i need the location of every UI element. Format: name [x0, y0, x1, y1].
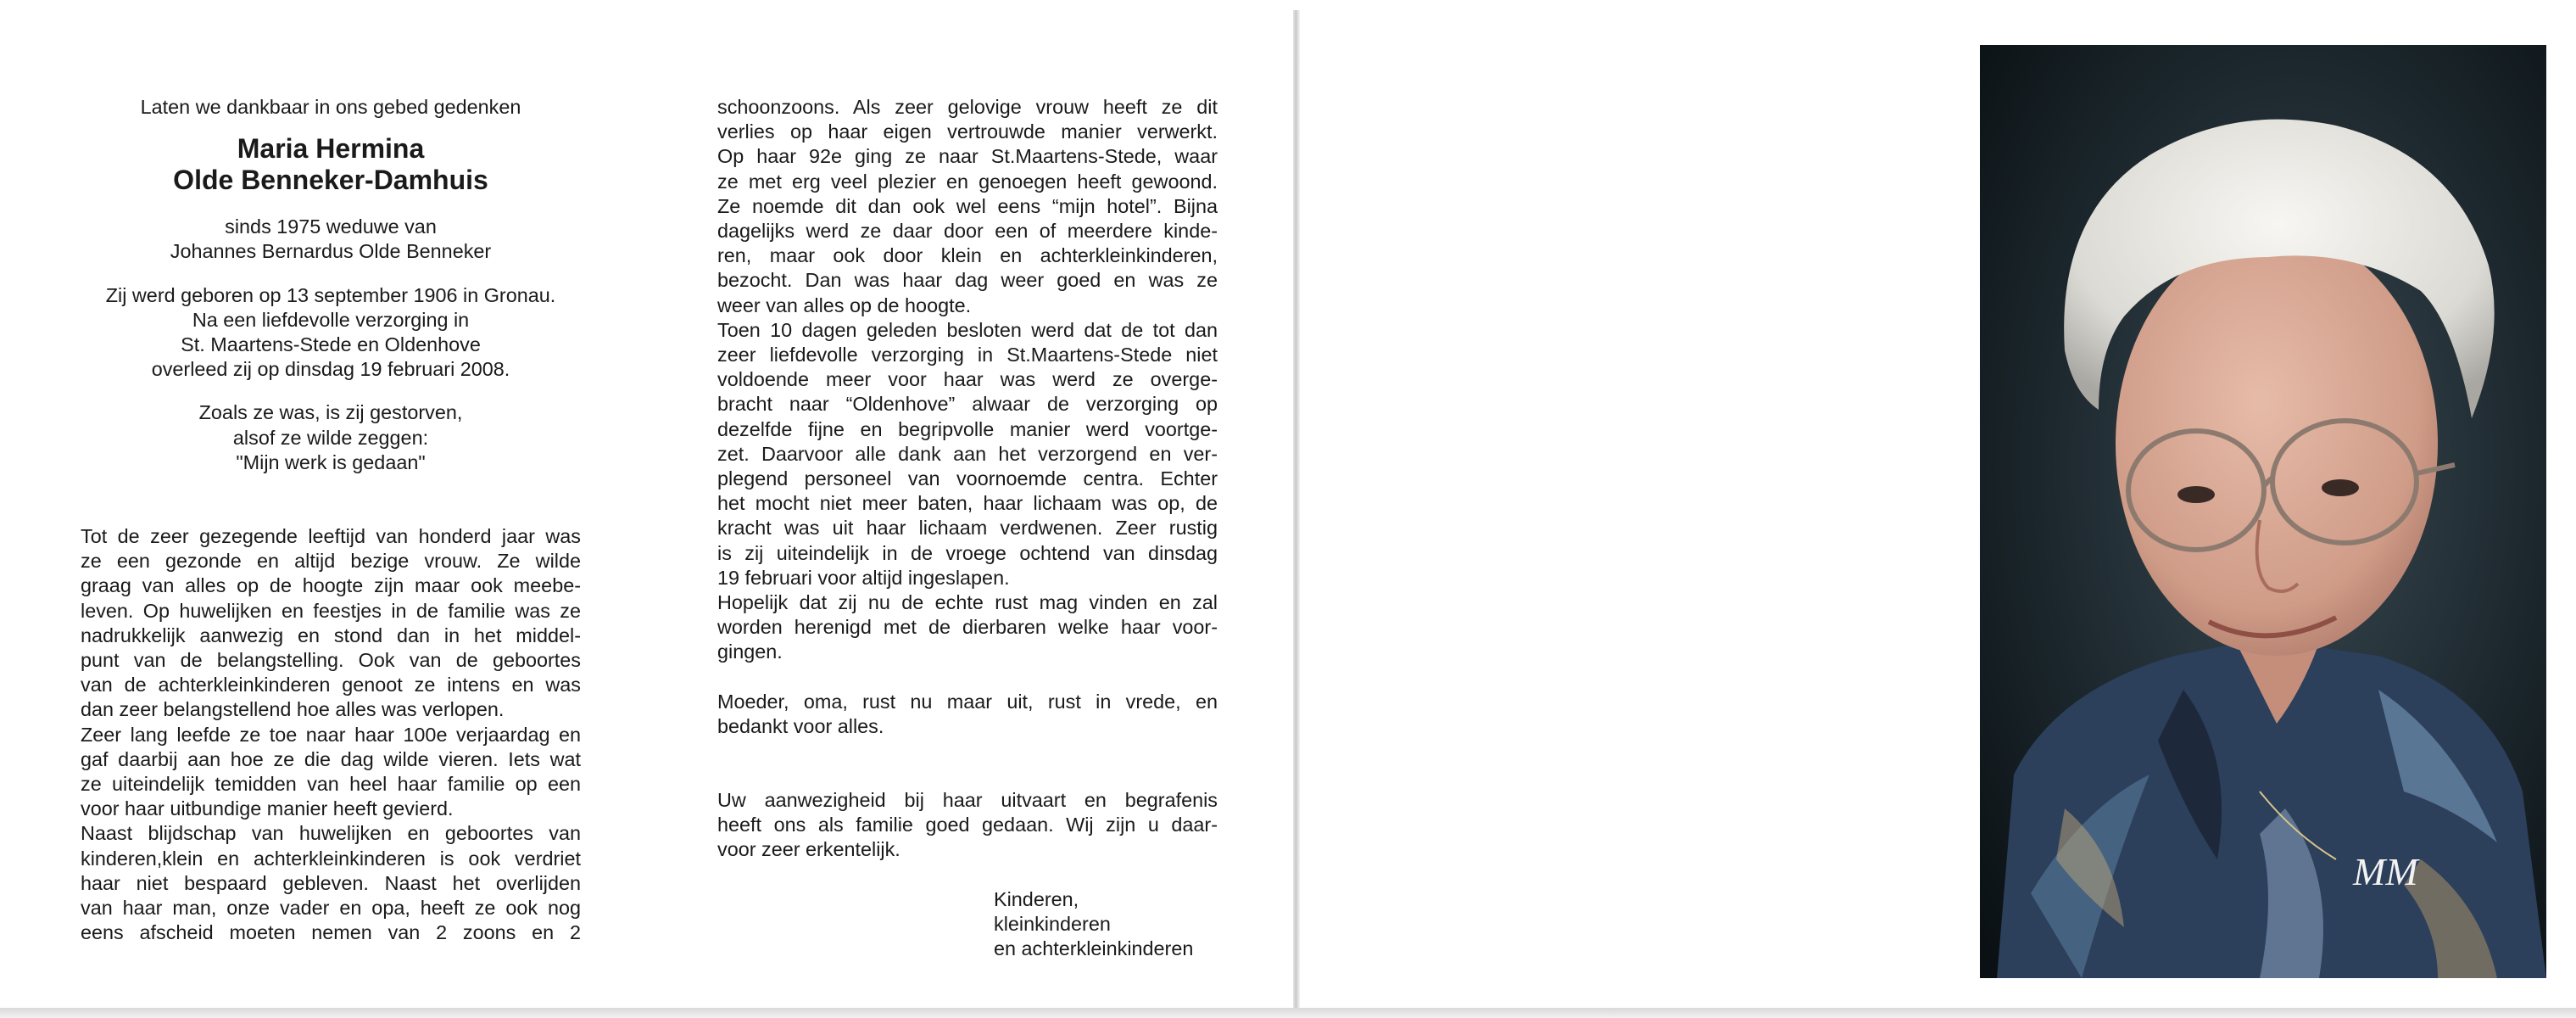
farewell-text: [717, 690, 1218, 739]
bio-line: ze met erg veel plezier en genoegen heeft gewoond.: [717, 170, 1218, 193]
opening-line: Laten we dankbaar in ons gebed gedenken: [140, 96, 521, 118]
bio-line: leven. Op huwelijken en feestjes in de familie was ze: [81, 599, 581, 622]
quote-line: "Mijn werk is gedaan": [236, 450, 426, 473]
widow-line: sinds 1975 weduwe van: [225, 215, 437, 238]
bio-line: bracht naar “Oldenhove” alwaar de verzorging op: [717, 393, 1218, 416]
bio-line: haar niet bespaard gebleven. Naast het overlijden: [81, 871, 581, 894]
facts-line: overleed zij op dinsdag 19 februari 2008.: [151, 358, 510, 381]
paragraph-gap: [717, 739, 1218, 788]
bio-line: verlies op haar eigen vertrouwde manier verwerkt.: [717, 120, 1218, 143]
bio-line: Zeer lang leefde ze toe naar haar 100e verjaardag en: [81, 723, 581, 746]
photo-page: [1300, 10, 2562, 1010]
bio-line: ren, maar ook door klein en achterkleinkinderen,: [717, 244, 1218, 267]
thanks-line: Uw aanwezigheid bij haar uitvaart en begrafenis: [717, 789, 1218, 812]
bio-line: worden herenigd met de dierbaren welke haar voor-: [717, 616, 1218, 639]
widow-line: Johannes Bernardus Olde Benneker: [170, 240, 492, 263]
memorial-quote: [81, 400, 581, 475]
card-bottom-edge: [0, 1008, 2576, 1018]
bio-line: van haar man, onze vader en opa, heeft ze ook nog: [81, 897, 581, 920]
bio-line: weer van alles op de hoogte.: [717, 294, 972, 316]
farewell-line: Moeder, oma, rust nu maar uit, rust in vrede, en: [717, 690, 1218, 713]
thanks-line: heeft ons als familie goed gedaan. Wij zijn u daar-: [717, 814, 1218, 836]
memorial-card: [10, 10, 2562, 1010]
portrait-photo: [1980, 45, 2546, 978]
inside-text-page: [10, 10, 1293, 1010]
facts-line: Na een liefdevolle verzorging in: [192, 308, 470, 331]
bio-line: punt van de belangstelling. Ook van de geboortes: [81, 649, 581, 672]
signoff-line: en achterkleinkinderen: [994, 937, 1194, 960]
bio-line: bezocht. Dan was haar dag weer goed en was ze: [717, 269, 1218, 292]
portrait-illustration: [1980, 45, 2546, 978]
name-line: Maria Hermina: [237, 133, 425, 165]
bio-line: Toen 10 dagen geleden besloten werd dat de tot dan: [717, 318, 1218, 341]
bio-line: zet. Daarvoor alle dank aan het verzorgend en ver-: [717, 442, 1218, 465]
facts-line: St. Maartens-Stede en Oldenhove: [181, 333, 481, 356]
bio-line: zeer liefdevolle verzorging in St.Maartens-Stede niet: [717, 344, 1218, 366]
thanks-line: voor zeer erkentelijk.: [717, 838, 900, 861]
bio-line: Naast blijdschap van huwelijken en geboortes van: [81, 822, 581, 845]
thanks-text: [717, 788, 1218, 863]
bio-line: ze een gezonde en altijd bezige vrouw. Ze wilde: [81, 550, 581, 573]
bio-line: schoonzoons. Als zeer gelovige vrouw heeft ze dit: [717, 96, 1218, 118]
bio-line: eens afscheid moeten nemen van 2 zoons en 2: [81, 921, 581, 944]
bio-line: Ze noemde dit dan ook wel eens “mijn hotel”. Bijna: [717, 194, 1218, 217]
bio-line: dagelijks werd ze daar door een of meerdere kinde-: [717, 220, 1218, 243]
bio-line: voldoende meer voor haar was werd ze overge-: [717, 368, 1218, 391]
bio-line: is zij uiteindelijk in de vroege ochtend van dinsdag: [717, 541, 1218, 564]
bio-line: dan zeer belangstellend hoe alles was verlopen.: [81, 698, 505, 721]
bio-line: het mocht niet meer baten, haar lichaam was op, de: [717, 492, 1218, 515]
text-column-right: [717, 95, 1218, 961]
bio-line: gingen.: [717, 640, 783, 663]
deceased-name: [81, 133, 581, 196]
signoff-line: kleinkinderen: [994, 912, 1111, 935]
card-fold: [1293, 10, 1300, 1010]
quote-line: Zoals ze was, is zij gestorven,: [198, 401, 463, 424]
widow-note: [81, 215, 581, 264]
paragraph-gap: [717, 665, 1218, 690]
bio-line: graag van alles op de hoogte zijn maar ook meebe-: [81, 574, 581, 597]
farewell-line: bedankt voor alles.: [717, 714, 884, 737]
bio-line: 19 februari voor altijd ingeslapen.: [717, 566, 1010, 589]
family-signoff: [994, 887, 1218, 962]
biography-continued: [717, 95, 1218, 665]
bio-line: Hopelijk dat zij nu de echte rust mag vinden en zal: [717, 591, 1218, 614]
signoff-line: Kinderen,: [994, 887, 1079, 910]
bio-line: ze uiteindelijk temidden van heel haar familie op een: [81, 773, 581, 796]
bio-line: gaf daarbij aan hoe ze die dag wilde vieren. Iets wat: [81, 747, 581, 770]
bio-line: kinderen,klein en achterkleinkinderen is ook verdriet: [81, 847, 581, 870]
monogram-brooch: MM: [2353, 850, 2418, 893]
name-line: Olde Benneker-Damhuis: [173, 165, 488, 196]
text-column-left: [81, 95, 581, 945]
bio-line: nadrukkelijk aanwezig en stond dan in het middel-: [81, 624, 581, 646]
bio-line: voor haar uitbundige manier heeft gevierd.: [81, 797, 454, 820]
bio-line: Op haar 92e ging ze naar St.Maartens-Stede, waar: [717, 145, 1218, 168]
bio-line: dezelfde fijne en begripvolle manier werd voortge-: [717, 417, 1218, 440]
facts-line: Zij werd geboren op 13 september 1906 in Gronau.: [105, 283, 556, 306]
right-eye: [2322, 479, 2359, 496]
bio-line: plegend personeel van voornoemde centra. Echter: [717, 467, 1218, 490]
biography-text: [81, 524, 581, 945]
bio-line: van de achterkleinkinderen genoot ze intens en was: [81, 674, 581, 696]
bio-line: Tot de zeer gezegende leeftijd van honderd jaar was: [81, 525, 581, 548]
quote-line: alsof ze wilde zeggen:: [232, 426, 429, 449]
bio-line: kracht was uit haar lichaam verdwenen. Zeer rustig: [717, 517, 1218, 540]
left-eye: [2177, 486, 2215, 503]
life-facts: [81, 283, 581, 383]
